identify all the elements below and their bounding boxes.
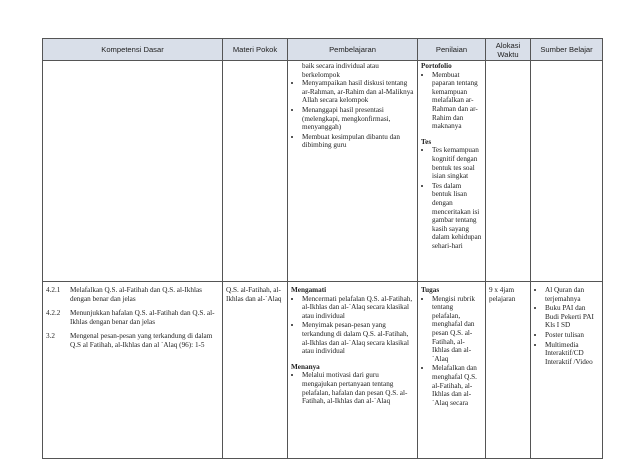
list-item: • Menyimak pesan-pesan yang terkandung di dalam Q.S. al-Fatihah, al-Ikhlas dan al-`Alaq secara klasikal atau individual — [302, 321, 414, 355]
kd-number: 4.2.2 — [46, 309, 61, 318]
kd-text: Menunjukkan hafalan Q.S. al-Fatihah dan Q.S. al-Ikhlas dengan benar dan jelas — [70, 309, 215, 326]
list-item: • Membuat paparan tentang kemampuan melafalkan ar-Rahman dan ar-Rahim dan maknanya — [432, 71, 482, 131]
penilaian-list — [421, 295, 482, 408]
header-sumber-belajar: Sumber Belajar — [531, 39, 603, 61]
kd-number: 4.2.1 — [46, 286, 61, 294]
kd-text: Melafalkan Q.S. al-Fatihah dan Q.S. al-Ikhlas dengan benar dan jelas — [70, 286, 202, 303]
kd-text: Mengenal pesan-pesan yang terkandung di dalam Q.S al Fatihah, al-Ikhlas dan al `Alaq (96): 1-5 — [70, 332, 213, 349]
row1-kd-cell — [43, 61, 223, 282]
row2-alokasi-cell: 9 x 4jam pelajaran — [486, 282, 531, 459]
row1-sumber-cell — [531, 61, 603, 282]
syllabus-table — [42, 38, 603, 459]
pembelajaran-list — [291, 295, 414, 356]
row2-sumber-cell — [531, 282, 603, 459]
pembelajaran-continuation: baik secara individual atau berkelompok — [302, 62, 379, 79]
row2-materi-cell: Q.S. al-Fatihah, al-Ikhlas dan al-`Alaq — [223, 282, 288, 459]
list-item: • Menyampaikan hasil diskusi tentang ar-Rahman, ar-Rahim dan al-Maliknya Allah secara kelompok — [302, 79, 414, 105]
kd-item — [46, 332, 219, 349]
penilaian-heading-portofolio: Portofolio — [421, 62, 452, 70]
list-item: • Tes kemampuan kognitif dengan bentuk tes soal isian singkat — [432, 146, 482, 180]
sumber-list — [534, 286, 599, 366]
penilaian-list — [421, 146, 482, 250]
row2-kd-cell — [43, 282, 223, 459]
kd-item — [46, 309, 219, 326]
list-item: • Melalui motivasi dari guru mengajukan pertanyaan tentang pelafalan, hafalan dan pesan Q.S. al-Fatihah, al-Ikhlas dan al-`Alaq — [302, 371, 414, 405]
list-item: • Al Quran dan terjemahnya — [545, 286, 599, 303]
row1-materi-cell — [223, 61, 288, 282]
header-penilaian: Penilaian — [418, 39, 486, 61]
header-row — [43, 39, 603, 61]
pembelajaran-heading-mengamati: Mengamati — [291, 286, 327, 294]
penilaian-heading-tugas: Tugas — [421, 286, 440, 294]
pembelajaran-list — [291, 79, 414, 150]
list-item: • Melafalkan dan menghafal Q.S. al-Fatihah, al-Ikhlas dan al-`Alaq secara — [432, 364, 482, 407]
list-item: • Poster tulisan — [545, 331, 599, 340]
kd-item — [46, 286, 219, 303]
header-pembelajaran: Pembelajaran — [288, 39, 418, 61]
row1-alokasi-cell — [486, 61, 531, 282]
pembelajaran-list — [291, 371, 414, 405]
header-alokasi-waktu: Alokasi Waktu — [486, 39, 531, 61]
table-row — [43, 282, 603, 459]
row1-penilaian-cell — [418, 61, 486, 282]
header-kompetensi-dasar: Kompetensi Dasar — [43, 39, 223, 61]
pembelajaran-heading-menanya: Menanya — [291, 362, 320, 371]
table-row — [43, 61, 603, 282]
list-item: • Menanggapi hasil presentasi (melengkapi, mengkonfirmasi, menyanggah) — [302, 106, 414, 132]
row1-pembelajaran-cell — [288, 61, 418, 282]
list-item: • Buku PAI dan Budi Pekerti PAI Kls I SD — [545, 304, 599, 330]
header-materi-pokok: Materi Pokok — [223, 39, 288, 61]
list-item: • Multimedia Interaktif/CD Interaktif /Video — [545, 341, 599, 367]
penilaian-list — [421, 71, 482, 131]
penilaian-heading-tes: Tes — [421, 137, 432, 146]
list-item: • Tes dalam bentuk lisan dengan menceritakan isi gambar tentang kasih sayang dalam kehidupan sehari-hari — [432, 182, 482, 251]
row2-pembelajaran-cell — [288, 282, 418, 459]
list-item: • Mencermati pelafalan Q.S. al-Fatihah, al-Ikhlas dan al-`Alaq secara klasikal atau individual — [302, 295, 414, 321]
kd-number: 3.2 — [46, 332, 55, 341]
list-item: • Membuat kesimpulan dibantu dan dibimbing guru — [302, 133, 414, 150]
row2-penilaian-cell — [418, 282, 486, 459]
list-item: • Mengisi rubrik tentang pelafalan, menghafal dan pesan Q.S. al-Fatihah, al-Ikhlas dan al-`Alaq — [432, 295, 482, 364]
